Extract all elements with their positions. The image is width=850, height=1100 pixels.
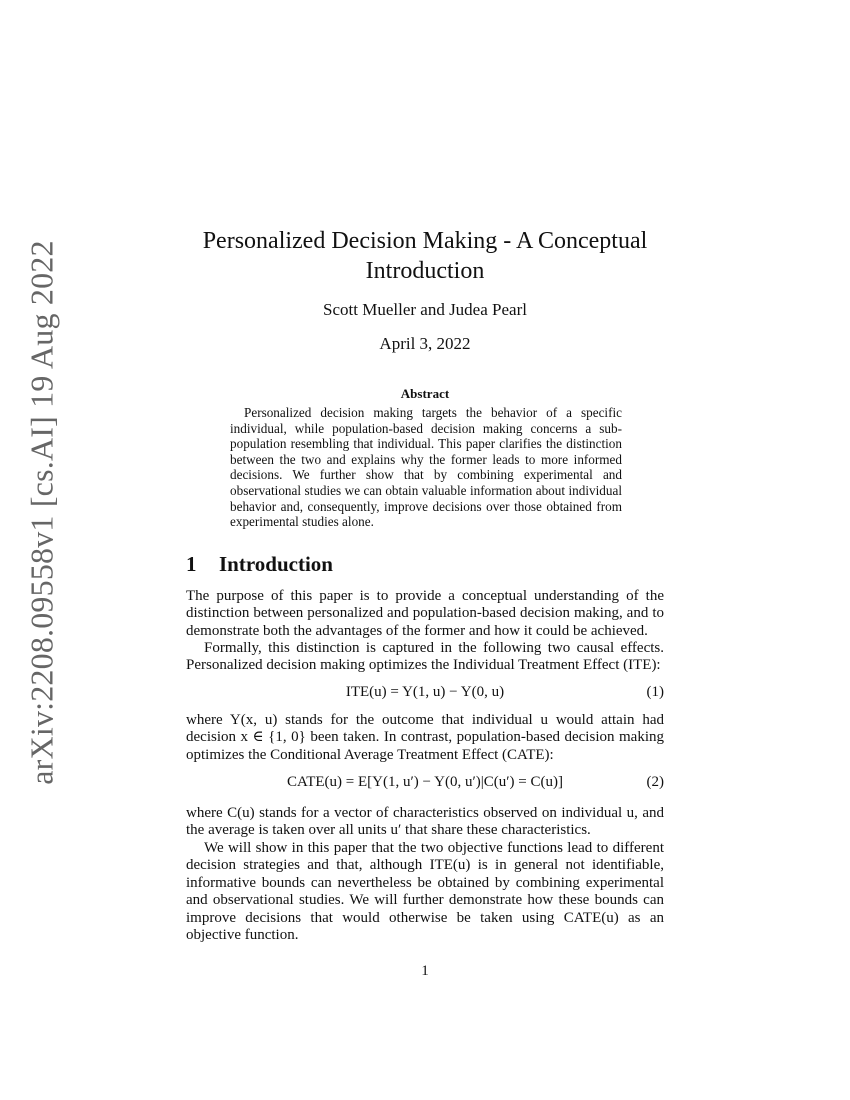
paragraph-4: where C(u) stands for a vector of characteristics observed on individual u, and the average is taken over all units u′ that share these characteristics. [186,805,664,839]
page-number: 1 [421,963,429,979]
abstract-heading: Abstract [400,386,450,401]
paper-title-line-2: Introduction [365,258,485,284]
equation-1-number: (1) [646,684,664,700]
section-heading [186,551,333,577]
paragraph-3: where Y(x, u) stands for the outcome that individual u would attain had decision x ∈ {1, 0} been taken. In contrast, population-based decision making optimizes the Conditional Average Treatment Effect (CATE): [186,712,664,763]
paper-title-line-1: Personalized Decision Making - A Conceptual [202,228,648,254]
equation-1-expression: ITE(u) = Y(1, u) − Y(0, u) [345,684,505,700]
arxiv-identifier-stamp [18,239,66,785]
paper-authors: Scott Mueller and Judea Pearl [323,300,527,319]
arxiv-identifier-text: arXiv:2208.09558v1 [cs.AI] 19 Aug 2022 [23,239,60,785]
abstract-text: Personalized decision making targets the behavior of a specific individual, while population-based decision making concerns a sub-population resembling that individual. This paper clarifies the distinction between the two and explains why the former leads to more informed decisions. We further show that by combining experimental and observational studies we can obtain valuable information about individual behavior and, consequently, improve decisions over those obtained from experimental studies alone. [230,405,622,530]
equation-2-number: (2) [646,774,664,790]
section-title: Introduction [219,552,333,576]
paragraph-1: The purpose of this paper is to provide a conceptual understanding of the distinction between personalized and population-based decision making, and to demonstrate both the advantages of the former and how it could be achieved. [186,588,664,639]
equation-1 [186,682,664,702]
paper-title [186,226,664,286]
equation-2 [186,772,664,792]
equation-2-expression: CATE(u) = E[Y(1, u′) − Y(0, u′)|C(u′) = C(u)] [287,774,563,790]
section-number: 1 [186,552,197,576]
paragraph-5: We will show in this paper that the two objective functions lead to different decision strategies and that, although ITE(u) is in general not identifiable, informative bounds can nevertheless be obtained by combining experimental and observational studies. We will further demonstrate how these bounds can improve decisions that would otherwise be taken using CATE(u) as an objective function. [186,840,664,944]
paper-date: April 3, 2022 [379,334,471,353]
paragraph-2: Formally, this distinction is captured in the following two causal effects. Personalized decision making optimizes the Individual Treatment Effect (ITE): [186,640,664,674]
